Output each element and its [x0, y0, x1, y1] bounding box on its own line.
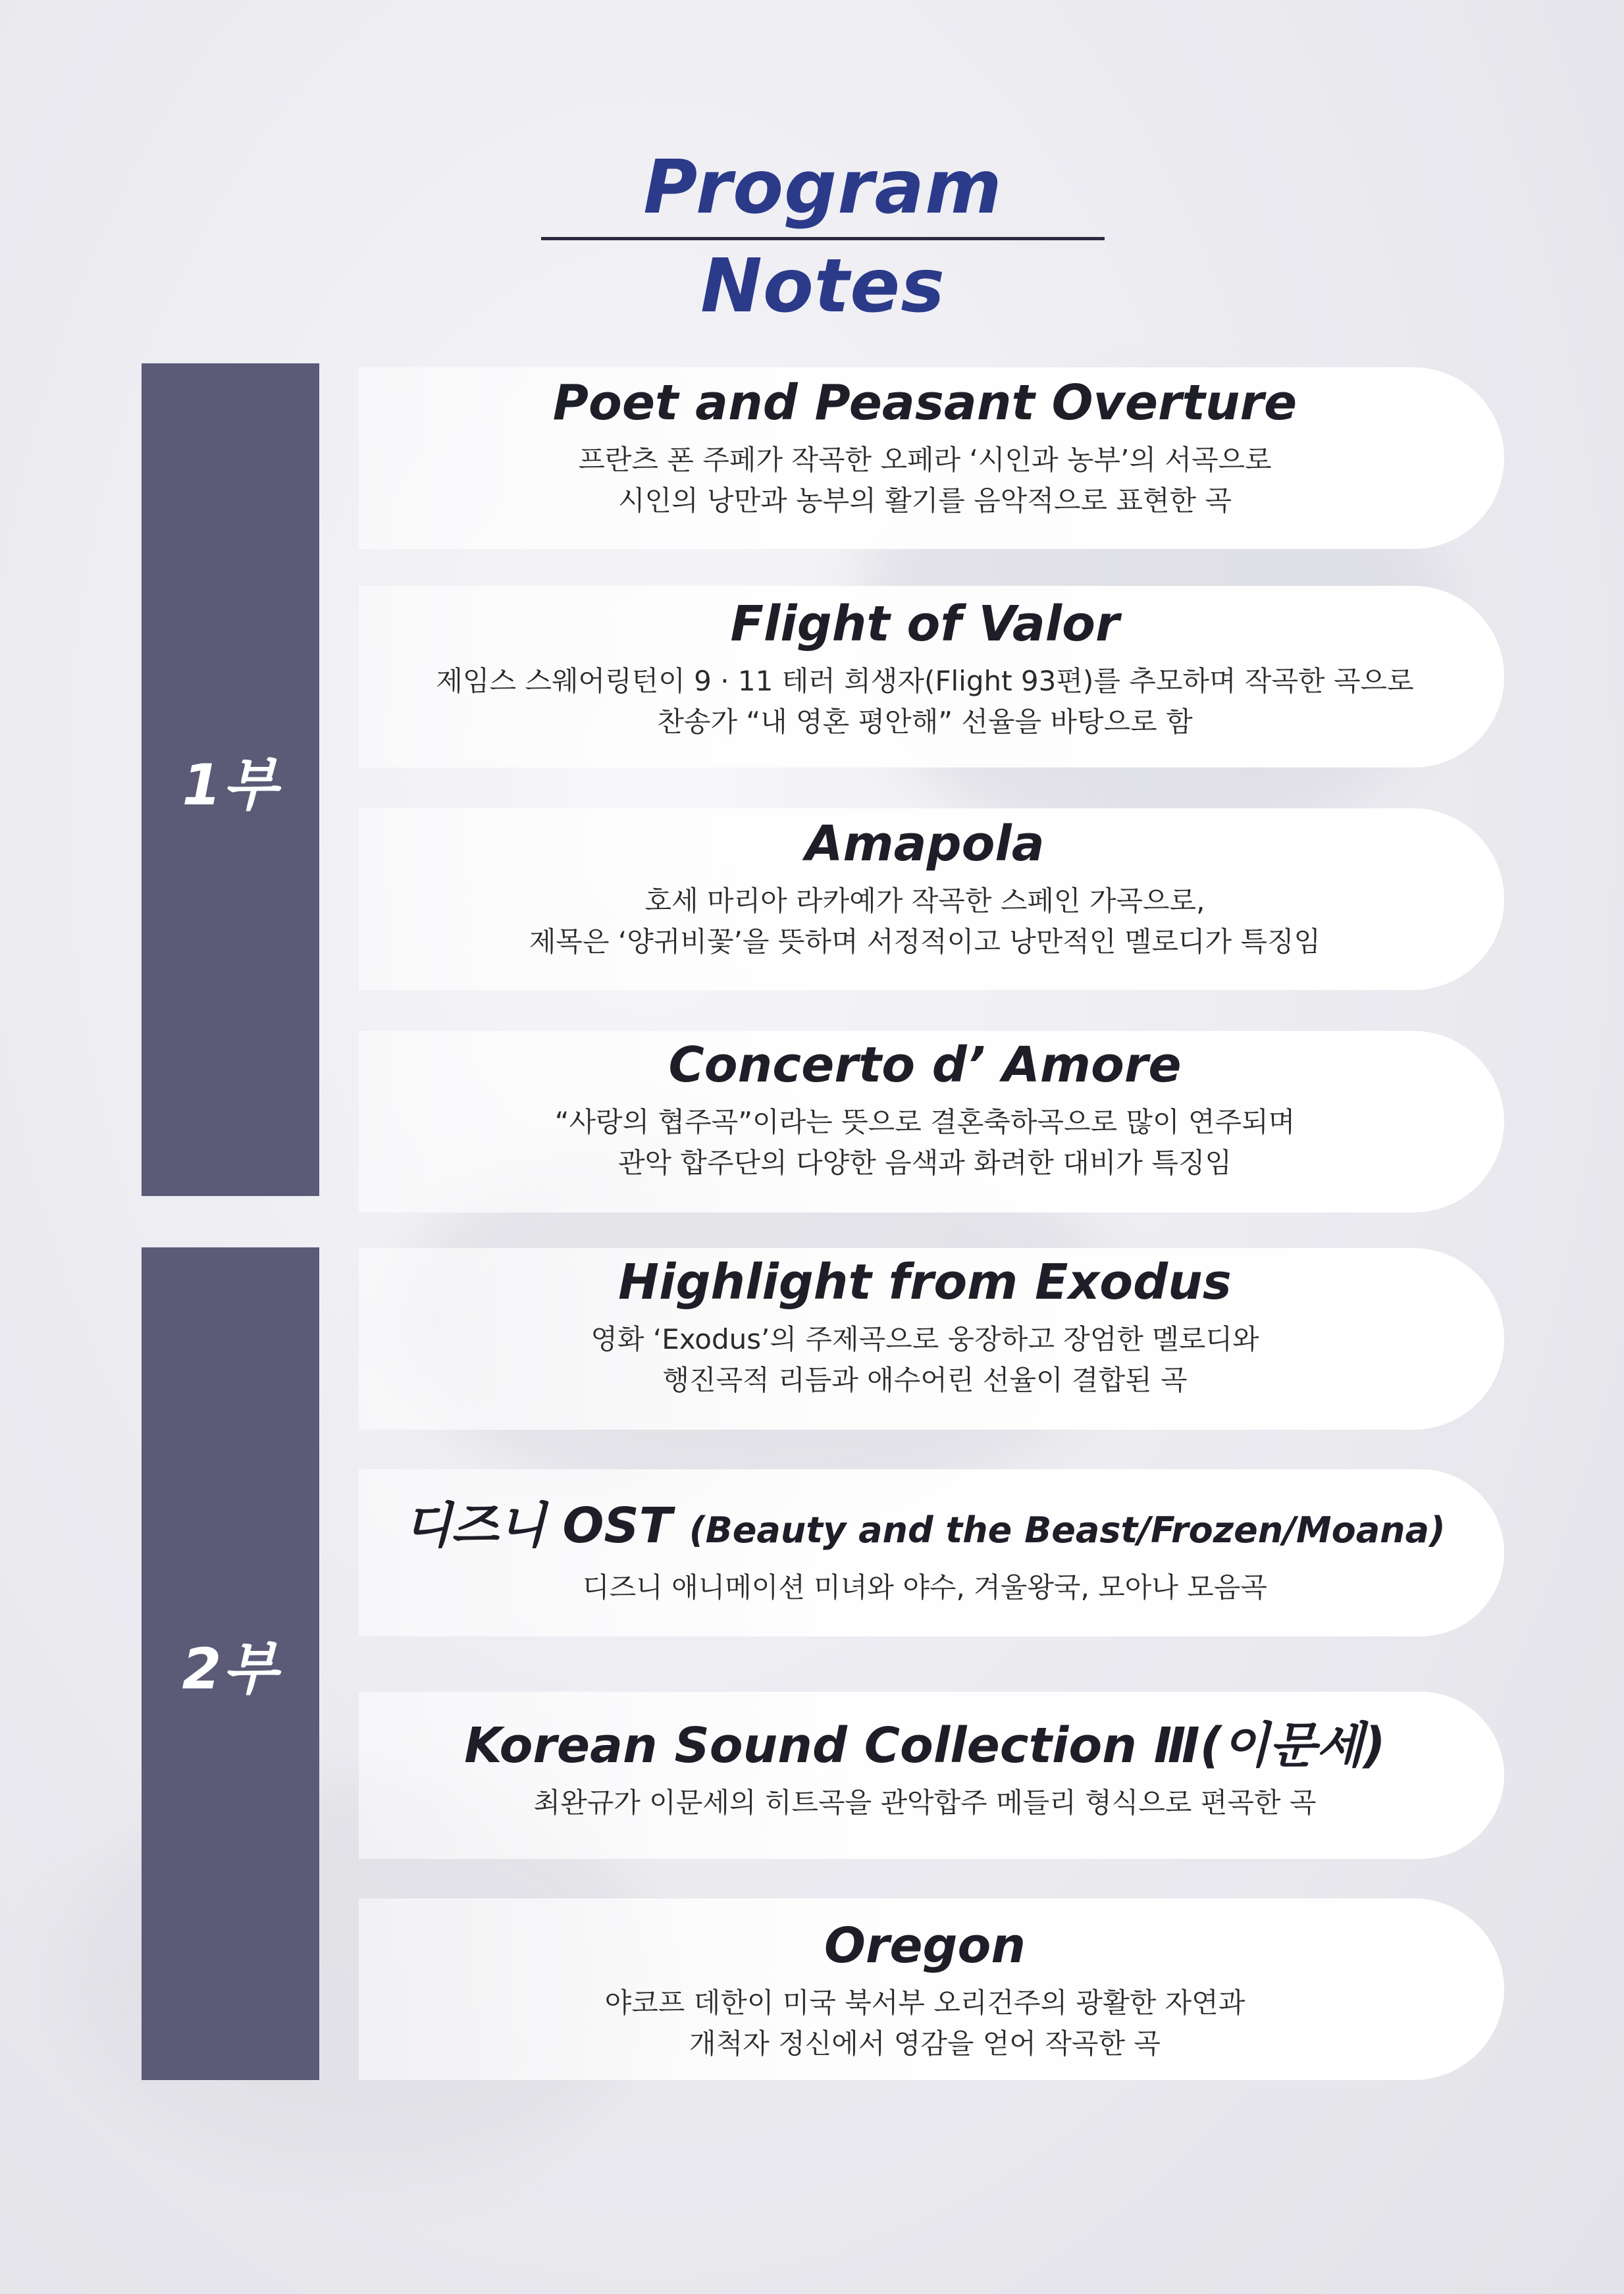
- item-title-main: 디즈니 OST: [404, 1498, 673, 1554]
- program-item: [369, 1713, 1481, 1823]
- program-item: [369, 1493, 1481, 1608]
- item-description: [369, 1102, 1481, 1184]
- description-line: 프란츠 폰 주페가 작곡한 오페라 ‘시인과 농부’의 서곡으로: [578, 444, 1272, 476]
- description-line: 개척자 정신에서 영감을 얻어 작곡한 곡: [689, 2027, 1161, 2060]
- part-label-1: 1부: [182, 752, 279, 818]
- item-description: [369, 1983, 1481, 2064]
- description-line: 영화 ‘Exodus’의 주제곡으로 웅장하고 장엄한 멜로디와: [590, 1323, 1259, 1355]
- description-line: 디즈니 애니메이션 미녀와 야수, 겨울왕국, 모아나 모음곡: [583, 1571, 1267, 1603]
- description-line: 제목은 ‘양귀비꽃’을 뜻하며 서정적이고 낭만적인 멜로디가 특징임: [529, 925, 1321, 958]
- item-description: [369, 1319, 1481, 1401]
- description-line: “사랑의 협주곡”이라는 뜻으로 결혼축하곡으로 많이 연주되며: [554, 1106, 1296, 1138]
- item-description: [369, 1783, 1481, 1823]
- item-title: Concerto d’ Amore: [668, 1037, 1182, 1093]
- description-line: 최완규가 이문세의 히트곡을 관악합주 메들리 형식으로 편곡한 곡: [533, 1786, 1317, 1819]
- item-title: [369, 1493, 1481, 1563]
- item-title: Oregon: [824, 1917, 1026, 1974]
- item-title: Amapola: [805, 816, 1045, 872]
- item-description: [369, 440, 1481, 521]
- page-title: Program Notes: [643, 145, 1003, 329]
- item-description: [369, 881, 1481, 962]
- description-line: 야코프 데한이 미국 북서부 오리건주의 광활한 자연과: [604, 1987, 1245, 2019]
- item-title: Highlight from Exodus: [618, 1254, 1232, 1311]
- description-line: 관악 합주단의 다양한 음색과 화려한 대비가 특징임: [617, 1147, 1232, 1179]
- item-description: [369, 1567, 1481, 1608]
- program-item: [369, 1913, 1481, 2064]
- item-description: [369, 661, 1481, 743]
- description-line: 찬송가 “내 영혼 평안해” 선율을 바탕으로 함: [657, 706, 1193, 738]
- program-item: [369, 591, 1481, 743]
- part-bar-2: [142, 1247, 319, 2080]
- program-item: [369, 1249, 1481, 1401]
- description-line: 행진곡적 리듬과 애수어린 선율이 결합된 곡: [662, 1364, 1188, 1396]
- program-item: [369, 1032, 1481, 1184]
- item-title: Flight of Valor: [730, 596, 1120, 652]
- item-title-sub: (Beauty and the Beast/Frozen/Moana): [689, 1509, 1446, 1551]
- program-item: [369, 370, 1481, 521]
- part-bar-1: [142, 363, 319, 1196]
- title-underline: [541, 237, 1105, 240]
- part-label-2: 2부: [182, 1636, 279, 1702]
- description-line: 제임스 스웨어링턴이 9 · 11 테러 희생자(Flight 93편)를 추모하며 작곡한 곡으로: [436, 665, 1414, 697]
- item-title: Poet and Peasant Overture: [552, 375, 1297, 431]
- item-title: Korean Sound Collection Ⅲ(이문세): [464, 1717, 1386, 1774]
- program-item: [369, 811, 1481, 962]
- description-line: 시인의 낭만과 농부의 활기를 음악적으로 표현한 곡: [617, 484, 1232, 517]
- description-line: 호세 마리아 라카예가 작곡한 스페인 가곡으로,: [644, 885, 1205, 917]
